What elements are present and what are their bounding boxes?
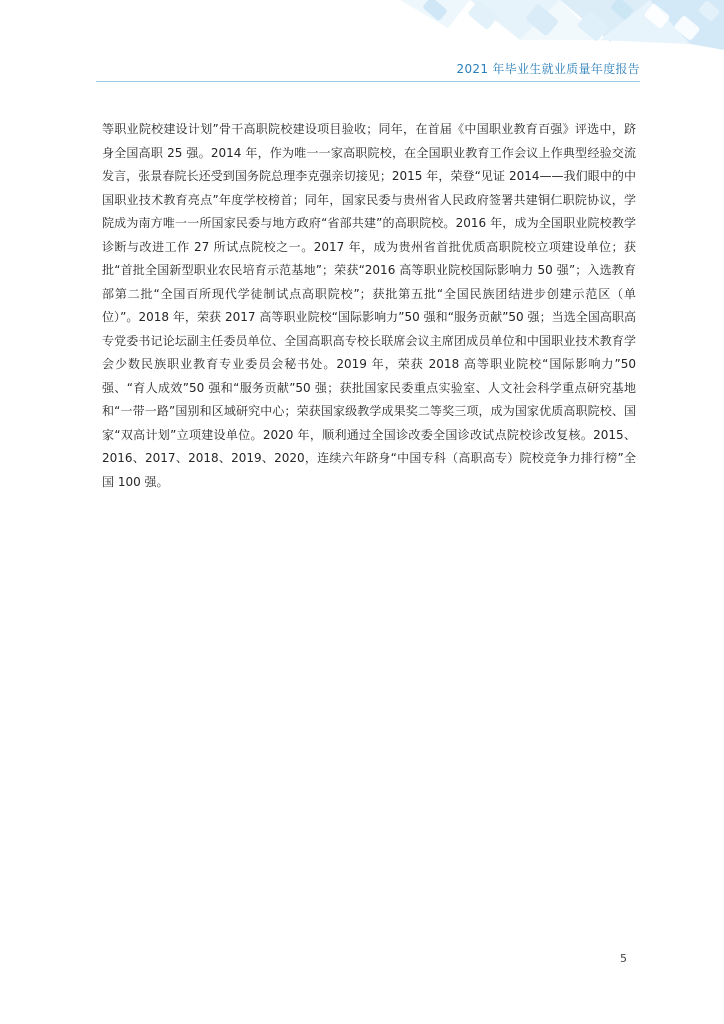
body-paragraph: 等职业院校建设计划”骨干高职院校建设项目验收；同年，在首届《中国职业教育百强》评选中，跻身全国高职 25 强。2014 年，作为唯一一家高职院校，在全国职业教育工作会议上作典型经验交流发言，张景春院长还受到国务院总理李克强亲切接见；2015 年，荣登“见证 2014——我们眼中的中国职业技术教育亮点”年度学校榜首；同年，国家民委与贵州省人民政府签署共建铜仁职院协议，学院成为南方唯一一所国家民委与地方政府“省部共建”的高职院校。2016 年，成为全国职业院校教学诊断与改进工作 27 所试点院校之一。2017 年，成为贵州省首批优质高职院校立项建设单位；获批“首批全国新型职业农民培育示范基地”；荣获“2016 高等职业院校国际影响力 50 强”；入选教育部第二批“全国百所现代学徒制试点高职院校”；获批第五批“全国民族团结进步创建示范区（单位）”。2018 年，荣获 2017 高等职业院校“国际影响力”50 强和“服务贡献”50 强；当选全国高职高专党委书记论坛副主任委员单位、全国高职高专校长联席会议主席团成员单位和中国职业技术教育学会少数民族职业教育专业委员会秘书处。2019 年，荣获 2018 高等职业院校“国际影响力”50 强、“育人成效”50 强和“服务贡献”50 强；获批国家民委重点实验室、人文社会科学重点研究基地和“一带一路”国别和区域研究中心；荣获国家级教学成果奖二等奖三项，成为国家优质高职院校、国家“双高计划”立项建设单位。2020 年，顺利通过全国诊改委全国诊改试点院校诊改复核。2015、2016、2017、2018、2019、2020，连续六年跻身“中国专科（高职高专）院校竞争力排行榜”全国 100 强。 [102, 122, 636, 489]
header-decoration [0, 0, 724, 60]
page-number: 5 [620, 952, 627, 965]
header-divider [96, 81, 640, 82]
report-title: 2021 年毕业生就业质量年度报告 [456, 62, 640, 76]
